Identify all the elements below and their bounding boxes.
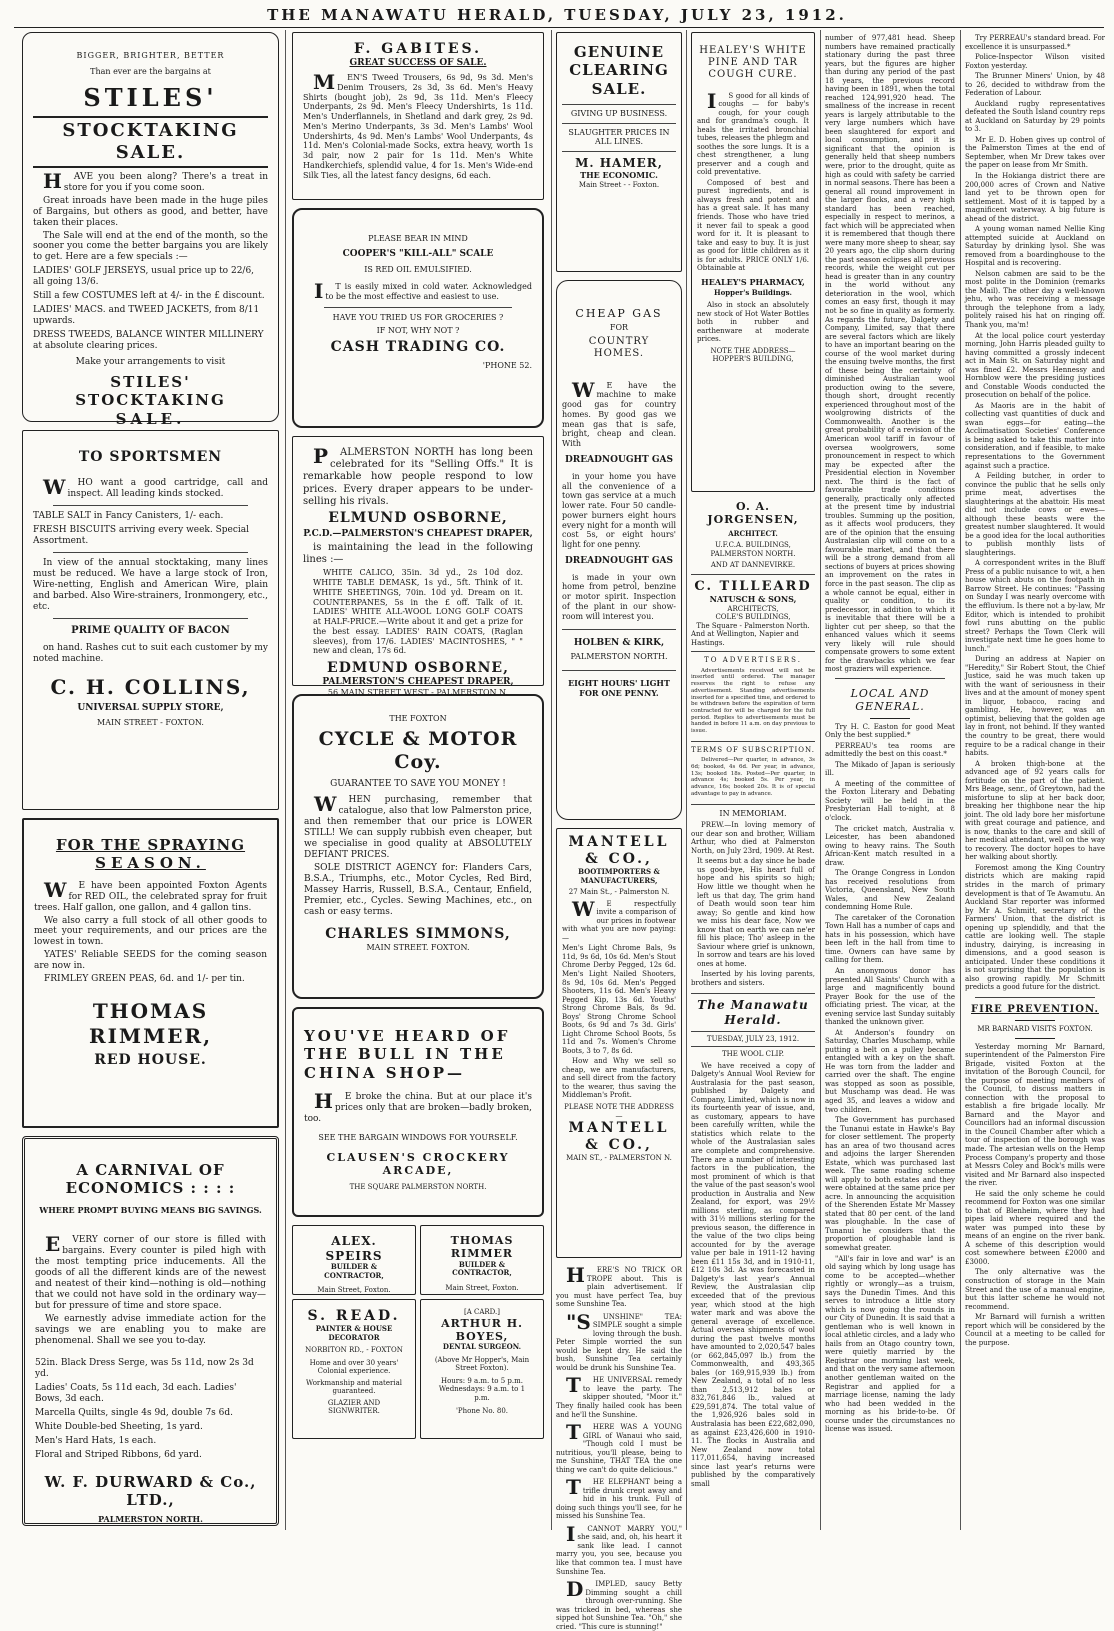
subscription-title: TERMS OF SUBSCRIPTION. [691, 745, 815, 754]
column-rule [820, 30, 821, 1530]
sunshine-tea-ads [556, 1263, 682, 1631]
read-name: S. READ. [307, 1308, 401, 1324]
news-item: The Brunner Miners' Union, by 48 to 26, decided to withdraw from the Federation of Labour. [965, 72, 1105, 98]
collins-ad [22, 430, 279, 810]
stiles-name: STILES' [83, 82, 218, 112]
simmons-address: MAIN STREET. FOXTON. [366, 942, 470, 952]
read-trade: PAINTER & HOUSE DECORATOR [315, 1324, 393, 1342]
gas-p3: is made in your own home from petrol, benzine or motor spirit. Inspection of the plant in our show-room will interest you. [562, 572, 676, 621]
durward-name: W. F. DURWARD & Co., LTD., [44, 1472, 257, 1510]
column-4 [691, 32, 815, 1528]
healey-title-3: COUGH CURE. [708, 69, 798, 81]
osborne-footer-2: PALMERSTON'S CHEAPEST DRAPER, [322, 677, 514, 688]
local-item: The Mikado of Japan is seriously ill. [825, 760, 955, 778]
local-item: The caretaker of the Coronation Town Hall has a number of caps and hats in his possession, which have been left in the hall from time to time. Owners can have same by calling for them. [825, 913, 955, 965]
sunshine-ad: DIMPLED, saucy Betty Dimming sought a chill through over-running. She was tricked in bed, whereas she sipped hot Sunshine Tea. "Oh," she cried. "This cure is stunning!" [556, 1577, 682, 1631]
advertisers-text: Advertisements received will not be inserted until ordered. The manager reserves the right to refuse any advertisement. Standing advertisements inserted for a specified time, and ordered to be withdrawn before the expiration of term contracted for will be charged for the full period. Replies to advertisements must be handed in before 11 a.m. on day previous to issue. [691, 667, 815, 735]
cash-trading-ad [292, 208, 544, 428]
healey-address: HOPPER'S BUILDING, [712, 355, 794, 364]
read-ad [292, 1299, 416, 1439]
carnival-p2: We earnestly advise immediate action for the savings we are enabling you to make are phenomenal. Shall we see you to-day. [35, 1314, 266, 1347]
hamer-sub: THE ECONOMIC. [580, 169, 658, 180]
memoriam-p1: PREW.—In loving memory of our dear son and brother, William Arthur, who died at Palmerston North, on July 23rd, 1909. At Rest. [691, 821, 815, 855]
stiles-footer-sale: SALE. [115, 409, 186, 428]
osborne-footer: EDMUND OSBORNE, [327, 660, 509, 677]
news-item: A correspondent writes in the Bluff Press of a public nuisance to wit, a hen house which abuts on the footpath in Barrow Street. He continues: "Passing on Sunday I was nearly overcome with the effluvium. Is there not a by-law, Mr Editor, which is intended to prohibit fowl runs abutting on the public street? Perhaps the Town Clerk will investigate next time he goes home to lunch." [965, 559, 1105, 653]
rimmer-store: RED HOUSE. [94, 1052, 207, 1069]
carnival-item: Marcella Quilts, single 4s 9d, double 7s 6d. [35, 1407, 234, 1418]
rimmer-builder-address: Main Street, Foxton. [445, 1283, 519, 1292]
carnival-title: A CARNIVAL OF ECONOMICS : : : : [65, 1161, 236, 1198]
local-item: The Government has purchased the Tunanui estate in Hawke's Bay for closer settlement. The property has an area of two thousand acres and adjoins the larger Sherenden Estate, which was purchased last week. The same roading scheme will apply to both estates and they were obtained at the same price per acre. In announcing the acquisition of the Sherenden Estate Mr Massey stated that 80 per cent. of the land was ploughable. In the case of Tunanui he considers that the proportion of ploughable land is somewhat greater. [825, 1116, 955, 1252]
column-rule [285, 30, 286, 1530]
genuine-l2: CLEARING [569, 61, 669, 80]
mantell-ad [556, 828, 682, 1258]
boyes-ad [420, 1299, 544, 1439]
sportsmen-p1: WHO want a good cartridge, call and inspect. All leading kinds stocked. [43, 475, 268, 500]
collins-salt: TABLE SALT in Fancy Canisters, 1/- each. [33, 511, 224, 522]
stiles-p1: HAVE you been along? There's a treat in store for you if you come soon. [43, 168, 268, 193]
cooper-l2: COOPER'S "KILL-ALL" SCALE [342, 248, 494, 259]
news-item: Nelson cabmen are said to be the most polite in the Dominion (remarks the Mail). The other day a well-known jehu, who was receiving a message through the telephone from a lady, politely raised his hat on ringing off. Thank you, ma'm! [965, 269, 1105, 329]
tilleard-trade: ARCHITECTS, [727, 604, 779, 613]
read-p1: Home and over 30 years' Colonial experience. [309, 1358, 399, 1376]
bull-p1: HE broke the china. But at our place it's prices only that are broken—badly broken, too. [304, 1088, 532, 1124]
memoriam-notice [691, 809, 815, 995]
carnival-item: Floral and Striped Ribbons, 6d yard. [35, 1449, 202, 1460]
herald-date: TUESDAY, JULY 23, 1912. [706, 1034, 800, 1043]
fire-prevention-sub: MR BARNARD VISITS FOXTON. [977, 1025, 1093, 1034]
gas-p2: in your home you have all the convenience of a town gas service at a much lower rate. Four 50 candle-power burners eight hours every night for a month will cost 5s, or eight hours' light for one penny. [562, 471, 676, 549]
collins-name: C. H. COLLINS, [50, 674, 251, 699]
jorgensen-ad [691, 500, 815, 575]
mantell-list: Men's Light Chrome Bals, 9s 11d, 9s 6d, 10s 6d. Men's Stout Chrome Derby Pegged, 12s 6d. Men's Light Nailed Shooters, 8s 9d, 10s 6d. Men's Pegged Shooters, 11s 6d. Men's Heavy Pegged Kip, 13s 6d. Youths' Strong Chrome Bals, 8s 9d. Boys' Strong Chrome School Boots, 6s 9d and 7s 3d. Girls' Light Chrome School Boots, 5s 11d and 7s. Women's Chrome Boots, 3 to 7, 8s 6d. [562, 944, 676, 1055]
cycle-p1: WHEN purchasing, remember that catalogue, also that low Palmerston price, and then remember that our price is LOWER STILL! We can supply rubbish even cheaper, but we specialise in good quality at ABSOLUTELY DEFIANT PRICES. [304, 792, 532, 860]
local-item: The Orange Congress in London has received resolutions from Victoria, Queensland, New South Wales, and New Zealand condemning Home Rule. [825, 869, 955, 912]
news-item: A Feilding butcher, in order to convince the public that he sells only prime meat, advertises the slaughterings at the abattoir. His meat did not include cows or ewes—although these beasts were the greatest number slaughtered. It would be a good idea for the local authorities to publish monthly lists of slaughterings. [965, 472, 1105, 557]
osborne-name: ELMUND OSBORNE, [328, 509, 508, 526]
carnival-item: 52in. Black Dress Serge, was 5s 11d, now 2s 3d yd. [35, 1358, 254, 1379]
carnival-item: Men's Hard Hats, 1s each. [35, 1435, 157, 1446]
rimmer-name: THOMAS RIMMER, [88, 999, 213, 1048]
carnival-item: Ladies' Coats, 5s 11d each, 3d each. Ladies' Bows, 3d each. [35, 1382, 237, 1404]
boyes-trade: DENTAL SURGEON. [442, 1342, 522, 1352]
osborne-ad [292, 436, 544, 698]
healey-title-2: PINE AND TAR [708, 57, 798, 69]
news-item: Police-Inspector Wilson visited Foxton yesterday. [965, 53, 1105, 70]
column-1 [22, 32, 279, 1528]
durward-town: PALMERSTON NORTH. [98, 1514, 203, 1525]
sunshine-ad: HERE'S NO TRICK OR TROPE about. This is plain advertisement. If you must have perfect Tea, buy some Sunshine Tea. [556, 1263, 682, 1309]
holben-kirk-town: PALMERSTON NORTH. [570, 652, 668, 662]
hamer-address: Main Street - - Foxton. [578, 180, 660, 189]
news-item: At the local police court yesterday morning, John Harris pleaded guilty to having committed a grossly indecent act in Main St. on Saturday night and was fined £2. Messrs Hennessy and Hornblow were the presiding justices and Constable Woods conducted the prosecution on behalf of the police. [965, 331, 1105, 400]
collins-store: UNIVERSAL SUPPLY STORE, [77, 703, 224, 714]
holben-kirk-name: HOLBEN & KIRK, [573, 638, 665, 649]
stiles-closing: Make your arrangements to visit [75, 357, 226, 368]
mantell-please: PLEASE NOTE THE ADDRESS— [564, 1102, 674, 1120]
advertisers-title: TO ADVERTISERS. [704, 656, 802, 665]
cycle-motor-ad [292, 694, 544, 999]
gabites-ad [292, 32, 544, 200]
speirs-ad [292, 1225, 416, 1295]
mantell-address: 27 Main St., - Palmerston N. [568, 888, 670, 897]
column-rule [551, 30, 552, 1530]
news-item: A broken thigh-bone at the advanced age of 92 years calls for fortitude on the part of the patient. Mrs Beage, senr., of Greytown, had the misfortune to slip at her back door, breaking her thighbone near the hip joint. The old lady bore her misfortune with great courage and patience, and is now, thanks to the care and skill of her medical attendant, well on the way to recovery. The doctor hopes to have her walking about shortly. [965, 759, 1105, 862]
tilleard-building: COLE'S BUILDINGS, [715, 613, 791, 622]
healey-p2: Composed of best and purest ingredients, and is always fresh and potent and has a great sale. It has many friends. Those who have tried it never fail to speak a good word for it. It is pleasant to take and easy to buy. It is just as good for little children as it is for adults. PRICE ONLY 1/6. Obtainable at [697, 178, 809, 273]
gas-h2: DREADNOUGHT GAS [564, 555, 674, 566]
masthead: THE MANAWATU HERALD, TUESDAY, JULY 23, 1912. [267, 6, 847, 24]
genuine-l1: GENUINE [573, 43, 665, 61]
osborne-address: 56 MAIN STREET WEST - PALMERSTON N. [327, 688, 509, 698]
mantell-p1: WE respectfully invite a comparison of our prices in footwear with what you are now paying:— [562, 896, 676, 942]
rimmer-builder-ad [420, 1225, 544, 1295]
stiles-intro: Than ever are the bargains at [90, 66, 211, 76]
fire-p4: Mr Barnard will furnish a written report which will be considered by the Council at a meeting to be called for the purpose. [965, 1313, 1105, 1347]
gabites-text: MEN'S Tweed Trousers, 6s 9d, 9s 3d. Men's Denim Trousers, 2s 3d, 3s 6d. Men's Heavy Shirts (bought job), 2s 9d, 3s 11d. Men's Fleecy Underpants, 2s 9d. Men's Fleecy Undershirts, 1s 11d. Men's Underflannels, in Shetland and dark grey, 2s 9d. Men's Merino Underpants, 3s 3d. Men's Lambs' Wool Undershirts, 4s 9d. Men's Lambs' Wool Underpants, 4s 11d. Men's Colonial-made Socks, extra heavy, worth 1s 3d pair, now 2 pair for 1s 11d. Men's White Handkerchiefs, splendid value, 4 for 1s. Men's Wide-end Silk Ties, all the latest fancy designs, 6d each. [303, 70, 533, 180]
stiles-item: Still a few COSTUMES left at 4/- in the £ discount. [33, 291, 265, 302]
stiles-p2: Great inroads have been made in the huge piles of Bargains, but others as good, and better, have taken their places. [33, 195, 268, 228]
bull-title: YOU'VE HEARD OF THE BULL IN THE CHINA SHOP— [304, 1027, 511, 1082]
spraying-p3: YATES' Reliable SEEDS for the coming season are now in. [34, 950, 267, 972]
news-item: Auckland rugby representatives defeated the South Island country reps at Auckland on Saturday by 29 points to 3. [965, 99, 1105, 134]
local-item: "All's fair in love and war" is an old saying which by long usage has come to be accepted—whether rightly or wrongly—as a truism, says the Dunedin Times. And this serves to introduce a little story which is now going the rounds in our City of Dunedin. It is said that a gentleman who is well known in local athletic circles, and a lady who hails from an Otago country town, were quietly married by the Registrar one morning last week, and that on the very same afternoon another gentleman waited on the Registrar and applied for a marriage license, naming the lady who had been wedded in the morning as his bride-to-be. Of course under the circumstances no license was issued. [825, 1254, 955, 1434]
boyes-address: (Above Mr Hopper's, Main Street Foxton). [434, 1355, 530, 1373]
spraying-p1: WE have been appointed Foxton Agents for RED OIL, the celebrated spray for fruit trees. Half gallon, one gallon, and 4 gallon tins. [34, 877, 267, 913]
gas-h1: DREADNOUGHT GAS [564, 454, 674, 465]
healey-pharmacy: HEALEY'S PHARMACY, [701, 276, 805, 287]
read-p2: Workmanship and material guaranteed. [305, 1378, 403, 1396]
read-p3: GLAZIER AND SIGNWRITER. [327, 1398, 381, 1416]
news-item: Try PERREAU's standard bread. For excellence it is unsurpassed.* [965, 34, 1105, 51]
masthead-rule [14, 27, 1104, 28]
cooper-l3: IS RED OIL EMULSIFIED. [364, 264, 472, 274]
news-item: Mr E. D. Hoben gives up control of the Palmerston Times at the end of September, when Mr Drew takes over the paper on lease from Mr Smith. [965, 135, 1105, 170]
cooper-q2: IF NOT, WHY NOT ? [376, 325, 460, 335]
healey-p1: IS good for all kinds of coughs — for baby's cough, for your cough and for grandma's cough. It heals the irritated bronchial tubes, releases the phlegm and soothes the sore lungs. It is a chest strengthener, a lung preserver and a cough and cold preventative. [697, 88, 809, 177]
local-item: An anonymous donor has presented All Saints' Church with a large and magnificently bound Prayer Book for the use of the officiating priest. The vicar, at the evening service last Sunday suitably thanked the unknown giver. [825, 967, 955, 1027]
cycle-kicker: THE FOXTON [389, 714, 447, 723]
collins-biscuits: FRESH BISCUITS arriving every week. Special Assortment. [33, 524, 250, 546]
spraying-p4: FRIMLEY GREEN PEAS, 6d. and 1/- per tin. [44, 974, 245, 985]
clausen-address: THE SQUARE PALMERSTON NORTH. [349, 1183, 487, 1192]
jorgensen-trade: ARCHITECT. [728, 528, 778, 538]
healey-note: NOTE THE ADDRESS— [710, 346, 796, 355]
memoriam-signature: Inserted by his loving parents, brothers and sisters. [691, 970, 815, 987]
speirs-address: Main Street, Foxton. [317, 1286, 391, 1295]
fire-p3: The only alternative was the construction of storage in the Main Street and the use of a manual engine, but this latter scheme he would not recommend. [965, 1268, 1105, 1311]
osborne-p2: is maintaining the lead in the following lines :— [303, 541, 533, 566]
speirs-trade: BUILDER & CONTRACTOR, [324, 1262, 384, 1280]
clausen-name: CLAUSEN'S CROCKERY ARCADE, [326, 1150, 510, 1177]
gas-p1: WE have the machine to make good gas for country homes. By good gas we mean gas that is safe, bright, cheap and clean. With [562, 377, 676, 449]
subscription-text: Delivered—Per quarter, in advance, 3s 6d; booked, 4s 6d. Per year, in advance, 13s; booked 18s. Posted—Per quarter, in advance 4s; booked 5s. Per year, in advance, 16s; booked 20s. It is of special advantage to pay in advance. [691, 757, 815, 797]
rimmer-ad [22, 818, 279, 1128]
cooper-p1: IT is easily mixed in cold water. Acknowledged to be the most effective and easiest to use. [314, 279, 532, 304]
news-item: Foremost among the King Country districts which are making rapid strides in the march of primary development is that of Te Awamutu. An Auckland Star reporter was informed by Mr A. Schmitt, secretary of the Farmers' Union, that the district is opening up splendidly, and that the cattle are looking well. The staple industry, dairying, is increasing in dimensions, and a good season is anticipated. Under these conditions it is not surprising that the population is also growing rapidly. Mr Schmitt predicts a good future for the district. [965, 863, 1105, 992]
rimmer-builder-name: THOMAS RIMMER [450, 1234, 514, 1261]
collins-p2: In view of the annual stocktaking, many lines must be reduced. We have a large stock of Iron, Wire-netting, English and American Wire, plain and barbed. Also Wire-strainers, Ironmongery, etc., etc. [33, 557, 268, 612]
local-item: PERREAU's tea rooms are admittedly the best on this coast.* [825, 741, 955, 759]
news-item: As Maoris are in the habit of collecting vast quantities of duck and swan eggs—for eating—the Acclimatisation Societies' Conference is being asked to take this matter into consideration, and if feasible, to make representations to the Government against such a practice. [965, 401, 1105, 470]
tilleard-ad [691, 579, 815, 652]
gas-l3: COUNTRY HOMES. [588, 336, 650, 360]
healey-p3: Also in stock an absolutely new stock of Hot Water Bottles both in rubber and earthenware at moderate prices. [697, 301, 809, 344]
gabites-name: F. GABITES. [353, 41, 483, 57]
memoriam-verse: It seems but a day since he bade us good-bye, His heart full of hope and his spirits so high; How little we thought when he left us that day, The grim hand of Death would soon tear him away; So gentle and kind how we miss his dear face, Now we know that on earth we can ne'er fill his place; Tho' asleep in the Saviour where grief is unknown, In sorrow and tears are his loved ones at home. [697, 857, 815, 968]
tilleard-also: And at Wellington, Napier and Hastings. [691, 630, 799, 647]
subscription-notice [691, 746, 815, 805]
stiles-ad [22, 32, 279, 428]
carnival-p1: EVERY corner of our store is filled with bargains. Every counter is piled high with the most tempting price inducements. All the goods of all the different kinds are of the newest and neatest of their kind—nothing is old—nothing that we could not have sold in the ordinary way—but for pressure of time and store space. [35, 1232, 266, 1312]
holben-kirk-ad [556, 280, 682, 820]
jorgensen-name: O. A. JORGENSEN, [707, 500, 799, 527]
boyes-name: ARTHUR H. BOYES, [441, 1316, 523, 1343]
gabites-sub: GREAT SUCCESS OF SALE. [349, 58, 487, 69]
stiles-sale: STOCKTAKING SALE. [33, 116, 268, 168]
local-general-title: LOCAL AND GENERAL. [850, 686, 930, 714]
stiles-item: DRESS TWEEDS, BALANCE WINTER MILLINERY at absolute clearing prices. [33, 330, 264, 352]
fire-prevention-title: FIRE PREVENTION. [971, 1003, 1099, 1015]
column-rule [686, 30, 687, 1530]
genuine-l4: GIVING UP BUSINESS. [570, 108, 668, 118]
mantell-p2: How and Why we sell so cheap, we are manufacturers, and sell direct from the factory to the wearer, thus saving the Middleman's Profit. [562, 1057, 676, 1100]
column-5 [825, 32, 955, 1528]
collins-p3: on hand. Rashes cut to suit each customer by my noted machine. [33, 642, 268, 664]
collins-bacon: PRIME QUALITY OF BACON [71, 624, 230, 636]
durward-ad [22, 1136, 279, 1526]
news-item: During an address at Napier on "Heredity," Sir Robert Stout, the Chief Justice, said he was much taken up with the want of seriousness in their lives and at the amount of money spent in liquor, tobacco, racing and gambling. He, however, was an optimist, believing that the golden age lay in front, not behind. If they wanted the country to be great, there would require to be a radical change in their habits. [965, 655, 1106, 758]
cycle-p2: SOLE DISTRICT AGENCY for: Flanders Cars, B.S.A., Triumphs, etc., Motor Cycles, Red Bird, Massey Harris, Russell, B.S.A., Centaur, Enfield, Premier, etc., Cycles. Sewing Machines, etc., on cash or easy terms. [304, 862, 532, 917]
healey-title-1: HEALEY'S WHITE [699, 45, 807, 56]
spraying-p2: We also carry a full stock of all other goods to meet your requirements, and our prices are the lowest in town. [34, 915, 267, 948]
stiles-kicker: BIGGER, BRIGHTER, BETTER [76, 51, 225, 60]
hamer-ad [556, 32, 682, 272]
jorgensen-also: AND AT DANNEVIRKE. [710, 561, 796, 570]
local-item: The cricket match, Australia v. Leicester, has been abandoned owing to heavy rains. The South African-Kent match resulted in a draw. [825, 824, 955, 867]
cash-trading-name: CASH TRADING CO. [330, 339, 506, 356]
column-2 [292, 32, 544, 1528]
tilleard-sub: NATUSCH & SONS, [709, 593, 797, 604]
wool-clip-article [691, 998, 815, 1488]
local-item: Try H. C. Easton for good Meat Only the best supplied.* [825, 722, 955, 740]
sunshine-ad: "SUNSHINE" TEA: SIMPLE sought a simple loving through the bush. Peter Simple worried the sun would be kept dry. He said the bush, Sunshine Tea certainly would be drunk his Sunshine Tea. [556, 1309, 682, 1372]
column-6 [965, 32, 1105, 1528]
jorgensen-address: U.F.C.A. BUILDINGS, PALMERSTON NORTH. [710, 541, 796, 558]
tilleard-name: C. TILLEARD [694, 578, 812, 594]
column-3 [556, 32, 682, 1631]
carnival-sub: WHERE PROMPT BUYING MEANS BIG SAVINGS. [39, 1204, 262, 1215]
wool-clip-p1: We have received a copy of Dalgety's Annual Wool Review for Australasia for the past season, published by Dalgety and Company, Limited, which is now in its fourteenth year of issue, and, as customary, appears to have been carefully written, while the statistics which relate to the whole of the Australasian sales are complete and comprehensive. There are a number of interesting factors in the publication, the most prominent of which is that the value of the past season's wool production in Australia and New Zealand, for export, was 29½ millions sterling, as compared with 31½ millions sterling for the previous season, the difference in the value of the two clips being accounted for by the average value per bale in 1911-12 having been £11 15s 3d, and in 1910-11, £12 10s 3d. As was forecasted in Dalgety's last year's Annual Review, the Australasian clip exceeded that of the previous year, which stood at the high water mark and was above the general average of excellence. Actual oversea shipments of wool during the past twelve months have amounted to 2,020,547 bales (or 662,845,097 lb.) from the Commonwealth, and 493,365 bales (or 169,915,939 lb.) from New Zealand, a total of no less than 2,513,912 bales or 832,761,846 lb., valued at £29,591,874. The total value of the 1,926,926 bales sold in Australasia has been £22,682,090, as against £23,426,600 in 1910-11. The flocks in Australia and New Zealand now total 117,011,654, having increased since last year's returns were published by the comparatively small [691, 1061, 815, 1488]
sunshine-ad: THE ELEPHANT being a trifle drunk crept away and hid in his trunk. Full of doing such things you'll see, for he missed his Sunshine Tea. [556, 1475, 682, 1521]
simmons-name: CHARLES SIMMONS, [325, 925, 511, 942]
boyes-hours: Hours: 9 a.m. to 5 p.m. Wednesdays: 9 a.m. to 1 p.m. [438, 1376, 526, 1402]
cooper-l1: PLEASE BEAR IN MIND [368, 234, 468, 243]
cycle-guarantee: GUARANTEE TO SAVE YOU MONEY ! [330, 779, 506, 790]
sunshine-ad: ICANNOT MARRY YOU," she said, and, oh, his heart it sank like lead. I cannot marry you, you see, because you like that common tea. I must have Sunshine Tea. [556, 1521, 682, 1576]
hamer-name: M. HAMER, [575, 156, 663, 171]
news-item: In the Hokianga district there are 200,000 acres of Crown and Native land yet to be thrown open for settlement. Most of it is tapped by a magnificent waterway. A big future is ahead of the district. [965, 171, 1105, 223]
mantell-sub: BOOTIMPORTERS & MANUFACTURERS, [578, 867, 660, 885]
genuine-l3: SALE. [591, 79, 647, 98]
column-rule [960, 30, 961, 1530]
sunshine-ad: THERE WAS A YOUNG GIRL of Wanaui who said, "Though cold I must be nutritious, you'll please, being to me Sunshine, THAT TEA the one thing we can't do quite delicious." [556, 1420, 682, 1474]
stiles-footer: STILES' STOCKTAKING [75, 373, 226, 410]
advertisers-notice [691, 656, 815, 742]
fire-p1: Yesterday morning Mr Barnard, superintendent of the Palmerston Fire Brigade, visited Foxton at the invitation of the Borough Council, for the purpose of meeting members of the Council, to discuss matters in connection with the proposal to establish a fire brigade locally. Mr Barnard and the Mayor and Councillors had an informal discussion in the Council Chamber after which a tour of inspection of the borough was made. The artesian wells on the Hemp Process Company's property and those at Messrs Coley and Bock's mills were visited and Mr Barnard also inspected the river. [965, 1042, 1105, 1188]
sunshine-ad: THE UNIVERSAL remedy to leave the party. The skipper shouted, "Moor it." They finally hailed cook has been and he'll the Sunshine. [556, 1373, 682, 1419]
sportsmen-title: TO SPORTSMEN [78, 449, 223, 465]
boyes-card: [A CARD.] [463, 1308, 500, 1316]
fire-p2: He said the only scheme he could recommend for Foxton was one similar to that of Blenheim, where they had pipes laid where required and the water was pumped into these by means of an engine on the river bank. A scheme of this description would cost somewhere between £2000 and £3000. [965, 1189, 1105, 1266]
boyes-phone: 'Phone No. 80. [455, 1406, 509, 1415]
wool-clip-title: THE WOOL CLIP. [722, 1050, 784, 1059]
gas-l2: FOR [609, 323, 629, 333]
mantell-name: MANTELL & CO., [568, 834, 670, 868]
spraying-title: FOR THE SPRAYING [55, 836, 246, 854]
osborne-p1: PALMERSTON NORTH has long been celebrated for its "Selling Offs." It is remarkable how people respond to low prices. Every draper appears to be under-selling his rivals. [303, 444, 533, 507]
genuine-l5: SLAUGHTER PRICES IN ALL LINES. [568, 127, 670, 147]
spraying-title-2: SEASON. [95, 854, 206, 873]
healey-ad [691, 32, 815, 492]
local-item: A meeting of the committee of the Foxton Literary and Debating Society will be held in the Presbyterian Hall to-night, at 8 o'clock. [825, 779, 955, 822]
healey-building: Hopper's Buildings. [714, 288, 792, 298]
local-item: At Anderson's foundry on Saturday, Charles Muschamp, while putting a belt on a pulley became entangled with a key on the shaft. He was torn from the ladder and carried over the shaft. The engine was stopped as soon as possible, but Muschamp was dead. He was aged 35, and leaves a widow and two children. [825, 1028, 955, 1114]
cash-trading-phone: 'PHONE 52. [482, 360, 532, 370]
osborne-sub: P.C.D.—PALMERSTON'S CHEAPEST DRAPER, [303, 529, 533, 540]
speirs-name: ALEX. SPEIRS [325, 1234, 383, 1263]
clausen-ad [292, 1007, 544, 1217]
mantell-footer: MANTELL & CO., [568, 1120, 670, 1154]
memoriam-title: IN MEMORIAM. [719, 808, 787, 818]
carnival-item: White Double-bed Sheeting, 1s yard. [35, 1421, 203, 1432]
gas-slogan: EIGHT HOURS' LIGHT FOR ONE PENNY. [568, 678, 670, 698]
read-address: NORBITON RD., - FOXTON [305, 1346, 403, 1355]
wool-clip-continued: number of 977,481 head. Sheep numbers have remained practically stationary during the past three years, but the figures are higher than during any period of the past 18 years, the previous record having been in 1891, when the total reached 124,991,920 head. The smallness of the increase in recent years is largely attributable to the very large numbers which have been slaughtered for export and local consumption, and it is significant that the opinion is generally held that sheep numbers were, prior to the drought, quite as high as could with safety be carried in normal seasons. There has been a general all round improvement in the larger flocks, and a very high standard has been reached, especially in respect to merinos, a fact which will be appreciated when it is remembered that though there were many more sheep to shear, say 20 years ago, the clip shorn during the past season eclipses all previous records, while the weight cut per head is greater than in any country in the world without any deterioration in the wool, which comes an easy first, though it may not be so fine in quality as formerly. As regards the future, Dalgety and Company, Limited, say that there are several factors which are likely to have an important bearing on the course of the wool market during the ensuing twelve months, the first of these being the certainty of diminished Australian wool production owing to the severe, though short, drought recently experienced throughout most of the woolgrowing districts of the Commonwealth. Another is the great probability of a revision of the American wool tariff in favour of oversea woolgrowers, some pronouncement in respect to which may be expected after the Presidential election in November next. The third is the fact of favourable trade conditions generally, practically only affected at the present time by industrial troubles. Summing up the position, as it affects wool producers, they are of the opinion that the ensuing Australasian clip will come on to a favourable market, and that there will be a strong demand from all sections of buyers at prices showing an improvement on the rates in force in the past season. The clip as a whole cannot be equal, either in quality or condition, to its predecessor, in addition to which it is inevitable that there will be a lighter cut per sheep, so that the enhanced values which it seems very likely will rule should compensate growers to some extent for the drawbacks which we fear most graziers will experience. [825, 34, 955, 674]
news-item: A young woman named Nellie King attempted suicide at Auckland on Saturday by drinking lysol. She was removed from a boardinghouse to the Hospital and is recovering. [965, 225, 1105, 268]
stiles-item: LADIES' MACS. and TWEED JACKETS, from 8/11 upwards. [33, 305, 260, 327]
gas-l1: CHEAP GAS [575, 307, 663, 320]
osborne-lines: WHITE CALICO, 35in. 3d yd., 2s 10d doz. WHITE TABLE DEMASK, 1s yd., 5ft. Think of it. WHITE SHEETINGS, 70in. 10d yd. Dream on it. COUNTERPANES, 5s in the £ off. Talk of it. LADIES' WHITE ALL-WOOL LONG GOLF COATS at HALF-PRICE.—Write about it and get a prize for the best essay. LADIES' RAIN COATS, (Raglan sleeves), from 17/6. LADIES' MACINTOSHES, " " new and clean, 17s 6d. [313, 568, 523, 656]
collins-address: MAIN STREET - FOXTON. [97, 718, 204, 728]
bull-p2: SEE THE BARGAIN WINDOWS FOR YOURSELF. [318, 1132, 518, 1142]
tilleard-address: The Square - Palmerston North. [696, 621, 810, 630]
cooper-q1: HAVE YOU TRIED US FOR GROCERIES ? [332, 312, 504, 322]
mantell-address-2: MAIN ST., - PALMERSTON N. [566, 1154, 672, 1163]
stiles-item: LADIES' GOLF JERSEYS, usual price up to 22/6, all going 13/6. [33, 266, 255, 288]
herald-title: The Manawatu Herald. [697, 998, 809, 1027]
stiles-p3: The Sale will end at the end of the month, so the sooner you come the better bargains you are likely to get. Here are a few specials :— [33, 230, 268, 263]
cycle-name: CYCLE & MOTOR Coy. [318, 727, 518, 773]
rimmer-builder-trade: BUILDER & CONTRACTOR, [452, 1259, 512, 1278]
